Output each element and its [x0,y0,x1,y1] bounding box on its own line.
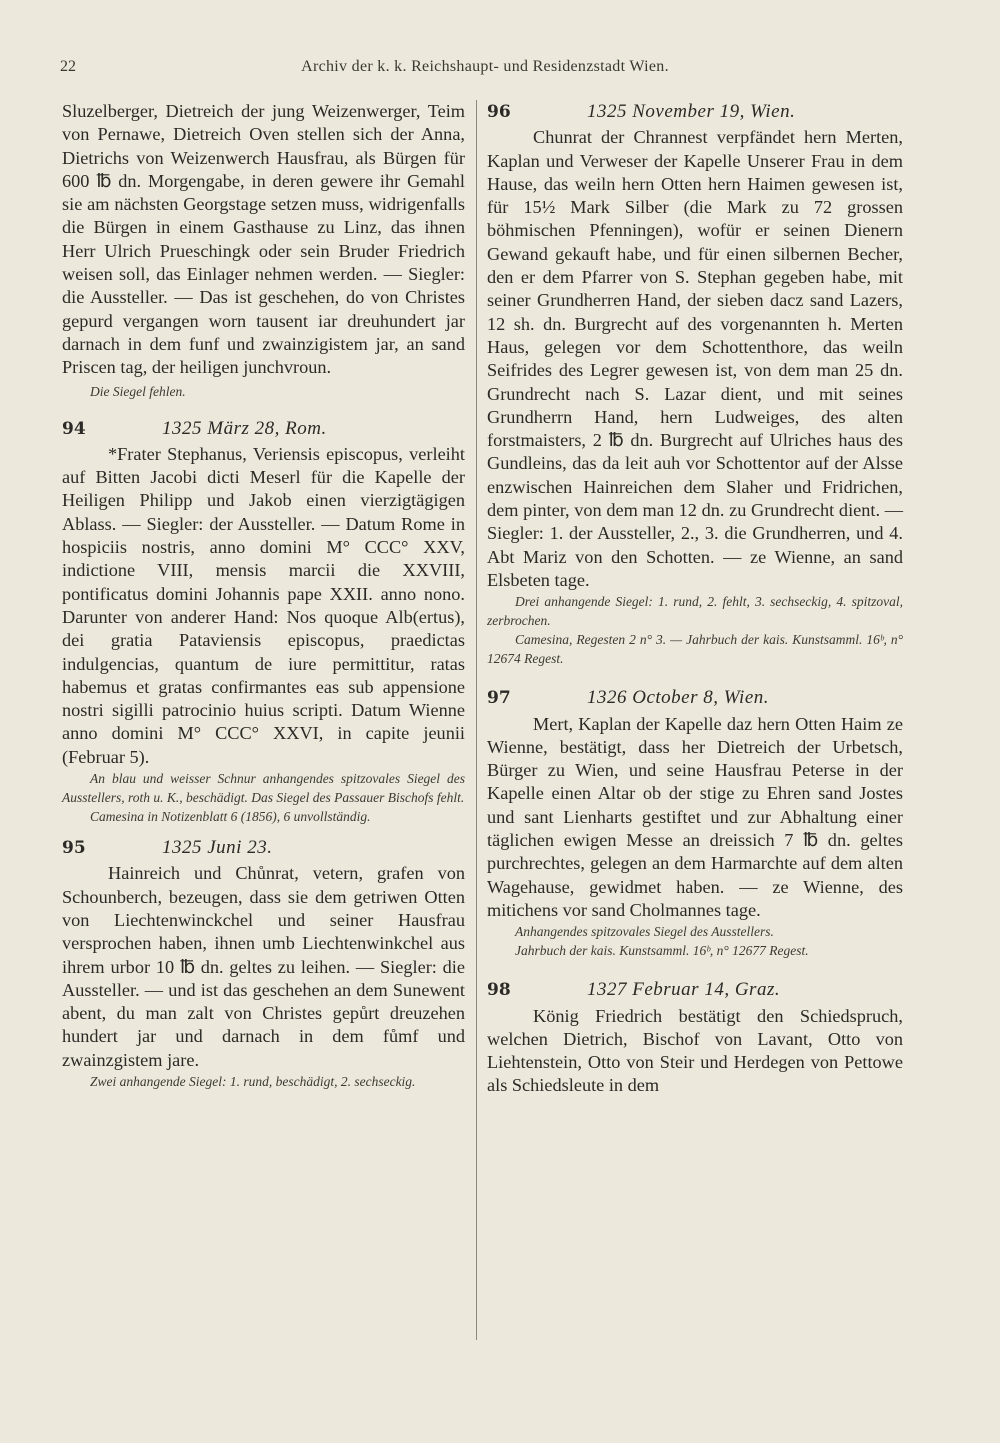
entry-97-note-seal: Anhangendes spitzovales Siegel des Ausstellers. [515,924,774,940]
entry-95-note: Zwei anhangende Siegel: 1. rund, beschädigt, 2. sechseckig. [90,1073,416,1089]
continuation-note: Die Siegel fehlen. [90,383,186,399]
entry-98-heading [487,978,903,1002]
entry-number: 96 [487,102,511,122]
entry-97-text: Mert, Kaplan der Kapelle daz hern Otten Haim ze Wienne, bestätigt, dass her Dietreich der Urbetsch, Bürger zu Wien, und seine Hausfrau Peterse in der Kapelle einen Altar ob der stige zu Ehren sand Jostes und sant Lienharts gestiftet und zur Abhaltung einer täglichen ewigen Messe an dreissich 7 ℔ dn. geltes purchrechtes, gelegen an dem Harmarchte auf dem alten Wagehause, gewidmet haben. — ze Wienne, des mitichens vor sand Cholmannes tage. [487,713,903,920]
entry-97-heading [487,686,903,710]
entry-94-note-seals: An blau und weisser Schnur anhangendes spitzovales Siegel des Ausstellers, roth u. K., beschädigt. Das Siegel des Passauer Bischofs fehlt. [62,771,465,806]
continuation-text: Sluzelberger, Dietreich der jung Weizenwerger, Teim von Pernawe, Dietreich Oven stellen sich der Anna, Dietrichs von Weizenwerch Hausfrau, als Bürgen für 600 ℔ dn. Morgengabe, in deren gewere ihr Gemahl sie am nächsten Georgstage setzen muss, widrigenfalls die Bürgen in einem Gasthause zu Linz, das ihnen Herr Ulrich Prueschingk oder sein Bruder Friedrich weisen soll, das Einlager nehmen werden. — Siegler: die Aussteller. — Das ist geschehen, do von Christes gepurd vergangen worn tausent iar dreuhundert jar darnach in dem funf und zwainzigistem jar, an sand Priscen tag, der heiligen junchvroun. [62,101,465,378]
entry-96-heading [487,100,903,124]
entry-94-text: *Frater Stephanus, Veriensis episcopus, verleiht auf Bitten Jacobi dicti Meserl für die Kapelle der Heiligen Philipp und Jakob einen vierzigtägigen Ablass. — Siegler: der Aussteller. — Datum Rome in hospiciis nostris, anno domini M° CCC° XXV, indictione VIII, mensis marcii die XXVIII, pontificatus domini Johannis pape XXII. anno nono. Darunter von anderer Hand: Nos quoque Alb(ertus), dei gratia Pataviensis episcopus, praedictas indulgencias, quantum de iure permittitur, ratas habemus et gratas confirmantes eas sub appensione nostri sigilli patrocinio huius scripti. Datum Wienne anno domini M° CCC° XXVI, in capite jeunii (Februar 5). [62,443,465,767]
entry-96-text: Chunrat der Chrannest verpfändet hern Merten, Kaplan und Verweser der Kapelle Unserer Frau in dem Hause, das weiln hern Otten hern Haimen gewesen ist, für 15½ Mark Silber (die Mark zu 72 grossen böhmischen Pfenningen), wofür er seinen Dienern Gewand gekauft habe, und für einen silbernen Becher, den er dem Pfarrer von S. Stephan gegeben habe, mit seiner Grundherren Hand, der sieben dacz sand Lazers, 12 sh. dn. Burgrecht auf des vorgenannten h. Merten Haus, gelegen vor dem Schottenthore, das weiln Seifrides des Legrer gewesen ist, von dem man 25 dn. Grundrecht nach S. Lazar dient, und mit seines Grundherrn Hand, hern Ludweiges, des alten forstmaisters, 2 ℔ dn. Burgrecht auf Ulriches haus des Gundleins, das da leit auh vor Schottentor auf der Alsse enzwischen Hainreichen dem Slaher und Fridrichen, dem pinter, von dem man 12 dn. zu Grundrecht dient. — Siegler: 1. der Aussteller, 2., 3. die Grundherren, und 4. Abt Mariz von den Schotten. — ze Wienne, an sand Elsbeten tage. [487,127,903,590]
entry-date: 1325 November 19, Wien. [587,101,796,122]
entry-96-note-seals: Drei anhangende Siegel: 1. rund, 2. fehlt, 3. sechseckig, 4. spitzoval, zerbrochen. [487,594,903,629]
running-title: Archiv der k. k. Reichshaupt- und Residenzstadt Wien. [301,58,669,75]
entry-98-text: König Friedrich bestätigt den Schiedspruch, welchen Dietrich, Bischof von Lavant, Otto von Liehtenstein, Otto von Steir und Herdegen von Pettowe als Schiedsleute in dem [487,1005,903,1096]
entry-date: 1327 Februar 14, Graz. [587,979,781,1001]
entry-94-heading [62,417,465,441]
entry-96-note-literature: Camesina, Regesten 2 n° 3. — Jahrbuch der kais. Kunstsamml. 16ᵇ, n° 12674 Regest. [487,632,903,667]
entry-95-heading [62,836,465,860]
right-column [487,100,903,1098]
entry-94-note-literature: Camesina in Notizenblatt 6 (1856), 6 unvollständig. [90,809,371,825]
column-divider [476,100,477,1340]
entry-date: 1325 März 28, Rom. [162,417,327,439]
entry-number: 98 [487,980,511,1001]
entry-number: 97 [487,688,511,709]
entry-95-text: Hainreich und Chůnrat, vetern, grafen von Schounberch, bezeugen, dass sie dem getriwen Otten von Liechtenwinckchel und seiner Hausfrau versprochen haben, ihnen umb Liechtenwinkchel aus ihrem urbor 10 ℔ dn. geltes zu leihen. — Siegler: die Aussteller. — und ist das geschehen an dem Sunewent abent, du man zalt von Christes gepůrt dreuzehen hundert jar und darnach in dem fůmf und zwainzgistem jare. [62,863,465,1070]
entry-97-note-literature: Jahrbuch der kais. Kunstsamml. 16ᵇ, n° 12677 Regest. [515,943,809,959]
page-number: 22 [60,58,76,75]
entry-number: 95 [62,838,86,859]
entry-date: 1326 October 8, Wien. [587,687,770,709]
left-column [62,100,465,1091]
entry-number: 94 [62,418,86,439]
entry-date: 1325 Juni 23. [162,837,273,859]
